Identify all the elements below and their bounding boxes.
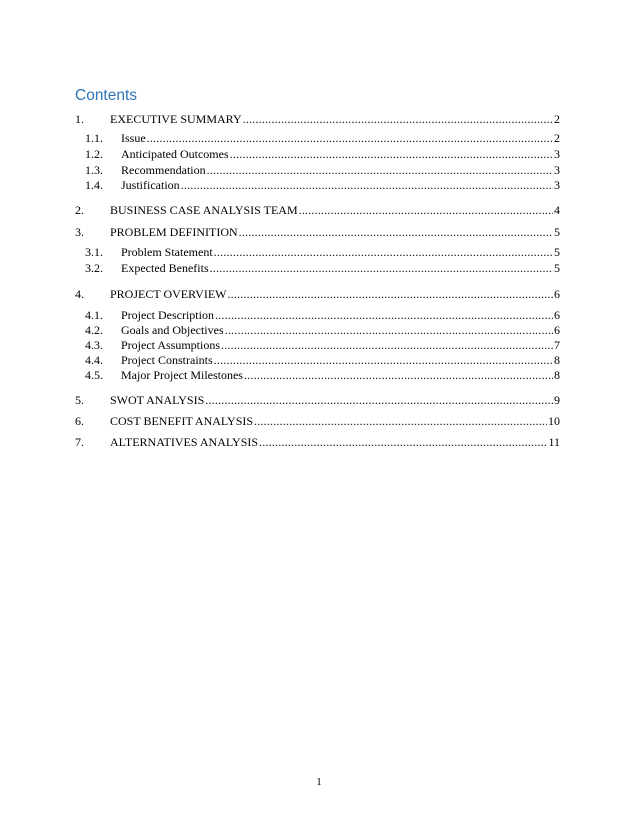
toc-entry-title: Anticipated Outcomes <box>121 147 229 161</box>
toc-entry-number: 7. <box>75 435 84 449</box>
toc-dot-leader <box>210 261 553 276</box>
toc-entry-number: 4. <box>75 287 84 301</box>
toc-entry-number: 1.1. <box>85 131 103 145</box>
toc-dot-leader <box>239 225 553 240</box>
toc-dot-leader <box>181 178 553 193</box>
toc-entry-page: 11 <box>548 435 560 449</box>
toc-entry-page: 8 <box>554 368 560 382</box>
toc-dot-leader <box>227 287 553 302</box>
toc-entry-page: 3 <box>554 178 560 192</box>
toc-entry-page: 6 <box>554 287 560 301</box>
toc-entry-page: 3 <box>554 163 560 177</box>
toc-dot-leader <box>243 112 553 127</box>
toc-dot-leader <box>214 353 553 368</box>
toc-entry-page: 6 <box>554 323 560 337</box>
toc-entry-title: Justification <box>121 178 180 192</box>
toc-entry-number: 4.2. <box>85 323 103 337</box>
toc-entry-number: 1.2. <box>85 147 103 161</box>
toc-entry-page: 8 <box>554 353 560 367</box>
page-number: 1 <box>316 776 322 788</box>
toc-entry-number: 5. <box>75 393 84 407</box>
toc-entry-number: 1. <box>75 112 84 126</box>
toc-entry-number: 3.2. <box>85 261 103 275</box>
toc-entry-title: PROBLEM DEFINITION <box>110 225 238 239</box>
toc-entry-project-description[interactable] <box>75 308 560 323</box>
toc-entry-title: Project Assumptions <box>121 338 221 352</box>
toc-dot-leader <box>254 414 547 429</box>
toc-dot-leader <box>207 163 553 178</box>
toc-entry-page: 10 <box>548 414 560 428</box>
toc-entry-page: 2 <box>554 112 560 126</box>
toc-dot-leader <box>147 131 553 146</box>
toc-entry-swot-analysis[interactable] <box>75 393 560 408</box>
toc-entry-page: 5 <box>554 261 560 275</box>
toc-entry-page: 3 <box>554 147 560 161</box>
toc-entry-number: 6. <box>75 414 84 428</box>
toc-entry-executive-summary[interactable] <box>75 112 560 127</box>
toc-entry-alternatives-analysis[interactable] <box>75 435 560 450</box>
toc-entry-page: 9 <box>554 393 560 407</box>
toc-dot-leader <box>214 245 553 260</box>
toc-entry-page: 2 <box>554 131 560 145</box>
toc-entry-title: Project Constraints <box>121 353 213 367</box>
toc-entry-business-case-analysis-team[interactable] <box>75 203 560 218</box>
toc-entry-title: BUSINESS CASE ANALYSIS TEAM <box>110 203 298 217</box>
toc-entry-title: Major Project Milestones <box>121 368 243 382</box>
toc-entry-title: Project Description <box>121 308 214 322</box>
toc-entry-recommendation[interactable] <box>75 163 560 178</box>
toc-entry-number: 4.4. <box>85 353 103 367</box>
toc-entry-project-constraints[interactable] <box>75 353 560 368</box>
toc-entry-anticipated-outcomes[interactable] <box>75 147 560 162</box>
toc-entry-expected-benefits[interactable] <box>75 261 560 276</box>
toc-entry-number: 4.1. <box>85 308 103 322</box>
toc-entry-number: 1.4. <box>85 178 103 192</box>
toc-entry-problem-definition[interactable] <box>75 225 560 240</box>
toc-entry-title: COST BENEFIT ANALYSIS <box>110 414 254 428</box>
toc-entry-project-overview[interactable] <box>75 287 560 302</box>
toc-dot-leader <box>215 308 553 323</box>
toc-entry-number: 4.3. <box>85 338 103 352</box>
toc-entry-major-project-milestones[interactable] <box>75 368 560 383</box>
toc-entry-goals-and-objectives[interactable] <box>75 323 560 338</box>
toc-entry-number: 3. <box>75 225 84 239</box>
toc-dot-leader <box>244 368 553 383</box>
toc-entry-justification[interactable] <box>75 178 560 193</box>
toc-entry-number: 2. <box>75 203 84 217</box>
toc-entry-page: 4 <box>554 203 560 217</box>
toc-dot-leader <box>221 338 553 353</box>
toc-entry-title: Goals and Objectives <box>121 323 224 337</box>
toc-entry-title: Expected Benefits <box>121 261 209 275</box>
toc-entry-page: 6 <box>554 308 560 322</box>
toc-entry-page: 5 <box>554 245 560 259</box>
toc-dot-leader <box>205 393 553 408</box>
toc-entry-problem-statement[interactable] <box>75 245 560 260</box>
toc-entry-title: PROJECT OVERVIEW <box>110 287 227 301</box>
toc-entry-issue[interactable] <box>75 131 560 146</box>
toc-entry-title: Recommendation <box>121 163 206 177</box>
toc-dot-leader <box>230 147 553 162</box>
toc-dot-leader <box>299 203 553 218</box>
toc-entry-number: 4.5. <box>85 368 103 382</box>
toc-entry-page: 5 <box>554 225 560 239</box>
toc-entry-title: Problem Statement <box>121 245 213 259</box>
toc-entry-number: 1.3. <box>85 163 103 177</box>
toc-dot-leader <box>225 323 553 338</box>
toc-heading: Contents <box>75 87 138 104</box>
toc-entry-project-assumptions[interactable] <box>75 338 560 353</box>
toc-entry-title: ALTERNATIVES ANALYSIS <box>110 435 259 449</box>
toc-entry-title: Issue <box>121 131 146 145</box>
toc-entry-title: EXECUTIVE SUMMARY <box>110 112 242 126</box>
toc-entry-number: 3.1. <box>85 245 103 259</box>
toc-entry-cost-benefit-analysis[interactable] <box>75 414 560 429</box>
toc-entry-title: SWOT ANALYSIS <box>110 393 205 407</box>
toc-entry-page: 7 <box>554 338 560 352</box>
toc-dot-leader <box>259 435 547 450</box>
